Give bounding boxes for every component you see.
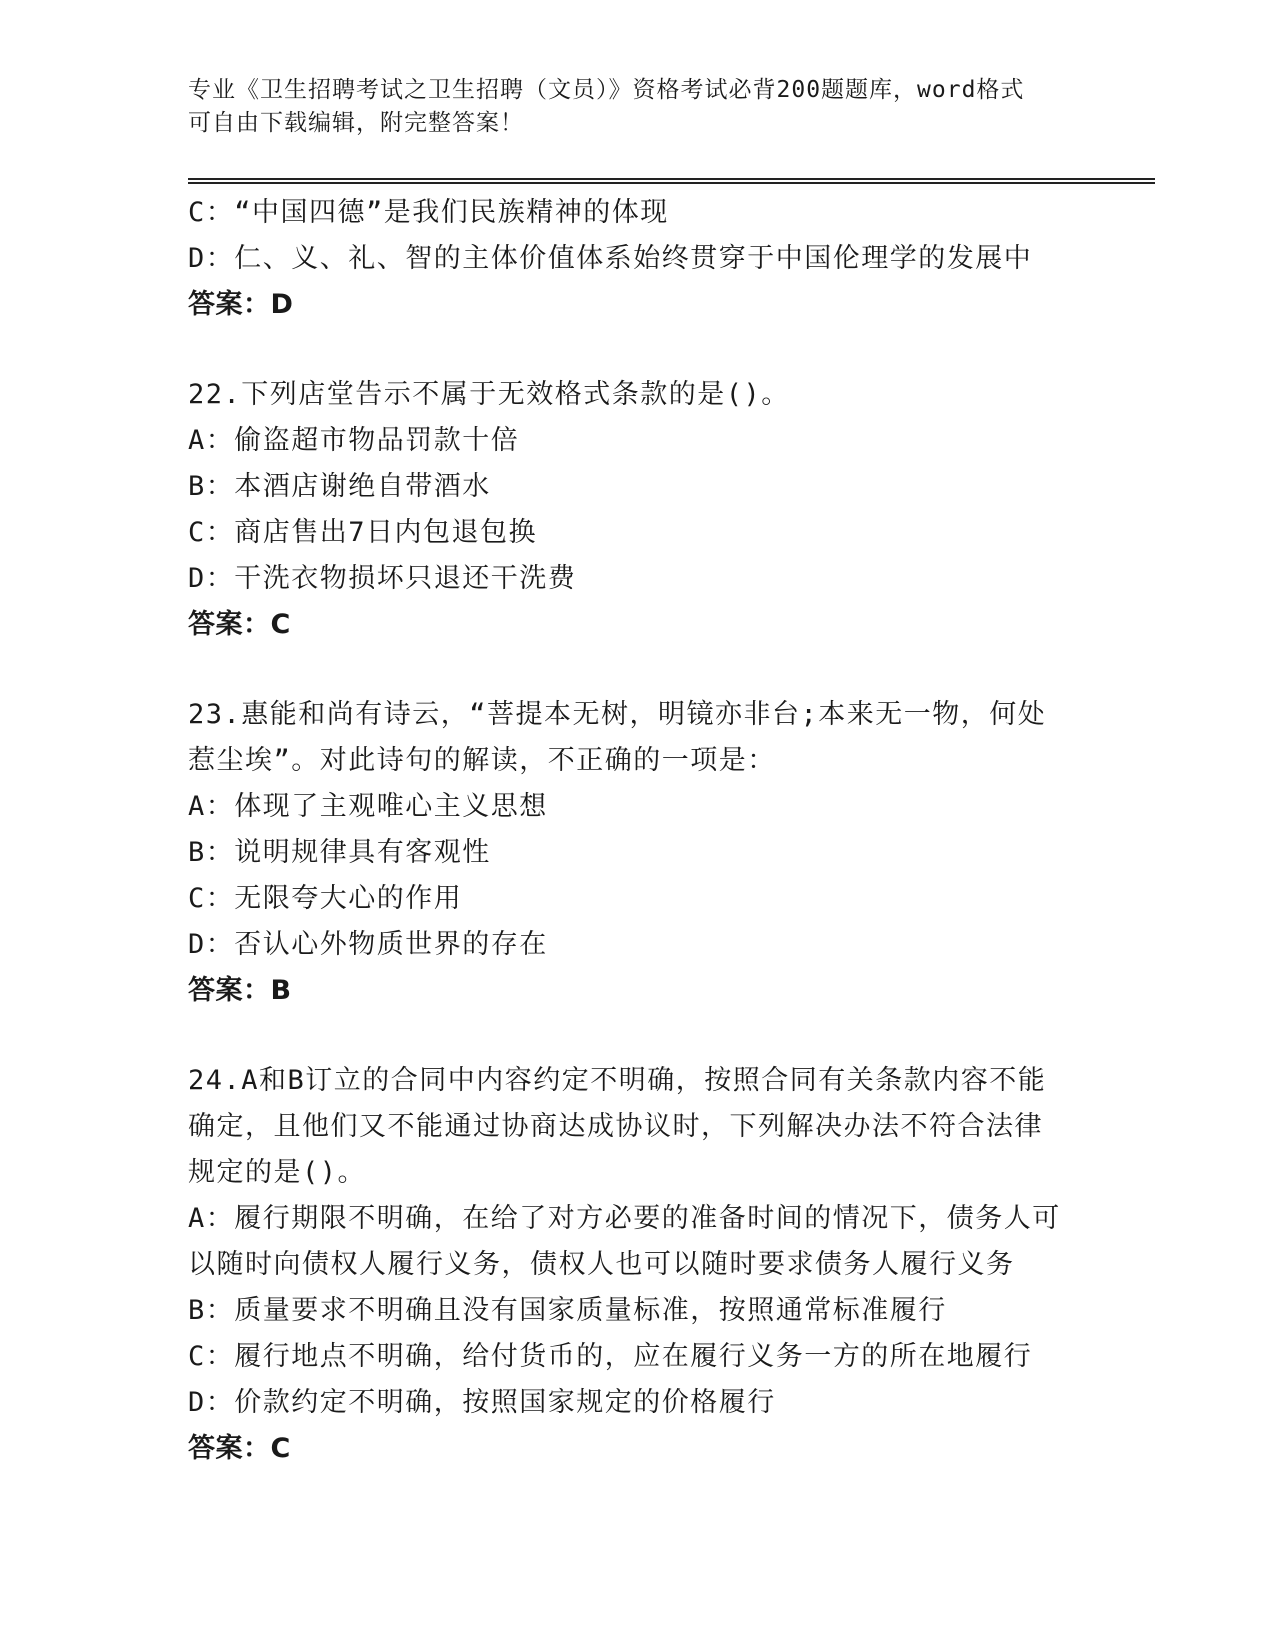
question-stem: 规定的是()。 — [188, 1157, 367, 1188]
option-d: D：仁、义、礼、智的主体价值体系始终贯穿于中国伦理学的发展中 — [188, 243, 1033, 274]
answer-label: 答案：C — [188, 609, 291, 640]
option-b: B：质量要求不明确且没有国家质量标准，按照通常标准履行 — [188, 1295, 947, 1326]
question-stem: 惹尘埃”。对此诗句的解读，不正确的一项是： — [188, 745, 776, 776]
question-stem: 23.惠能和尚有诗云，“菩提本无树，明镜亦非台;本来无一物，何处 — [188, 699, 1047, 730]
question-content — [188, 190, 1078, 1472]
option-a: A：体现了主观唯心主义思想 — [188, 791, 548, 822]
question-23 — [188, 692, 1078, 1014]
option-b: B：本酒店谢绝自带酒水 — [188, 471, 491, 502]
option-b: B：说明规律具有客观性 — [188, 837, 491, 868]
question-stem: 确定，且他们又不能通过协商达成协议时，下列解决办法不符合法律 — [188, 1111, 1043, 1142]
option-c: C：“中国四德”是我们民族精神的体现 — [188, 197, 669, 228]
option-c: C：无限夸大心的作用 — [188, 883, 463, 914]
question-22 — [188, 372, 1078, 648]
answer-label: 答案：C — [188, 1433, 291, 1464]
header-line-2: 可自由下载编辑，附完整答案！ — [188, 110, 524, 136]
option-d: D：否认心外物质世界的存在 — [188, 929, 548, 960]
option-c: C：履行地点不明确，给付货币的，应在履行义务一方的所在地履行 — [188, 1341, 1033, 1372]
header-line-1: 专业《卫生招聘考试之卫生招聘（文员）》资格考试必背200题题库，word格式 — [188, 77, 1025, 103]
option-a-continued: 以随时向债权人履行义务，债权人也可以随时要求债务人履行义务 — [188, 1249, 1015, 1280]
question-21-continued — [188, 190, 1078, 328]
question-stem: 24.A和B订立的合同中内容约定不明确，按照合同有关条款内容不能 — [188, 1065, 1047, 1096]
question-stem: 22.下列店堂告示不属于无效格式条款的是()。 — [188, 379, 790, 410]
option-a: A：履行期限不明确，在给了对方必要的准备时间的情况下，债务人可 — [188, 1203, 1061, 1234]
answer-label: 答案：B — [188, 975, 292, 1006]
answer-label: 答案：D — [188, 289, 294, 320]
option-d: D：干洗衣物损坏只退还干洗费 — [188, 563, 577, 594]
question-24 — [188, 1058, 1078, 1472]
header-divider — [188, 178, 1155, 184]
option-d: D：价款约定不明确，按照国家规定的价格履行 — [188, 1387, 776, 1418]
document-header — [188, 74, 1068, 140]
option-a: A：偷盗超市物品罚款十倍 — [188, 425, 520, 456]
option-c: C：商店售出7日内包退包换 — [188, 517, 538, 548]
